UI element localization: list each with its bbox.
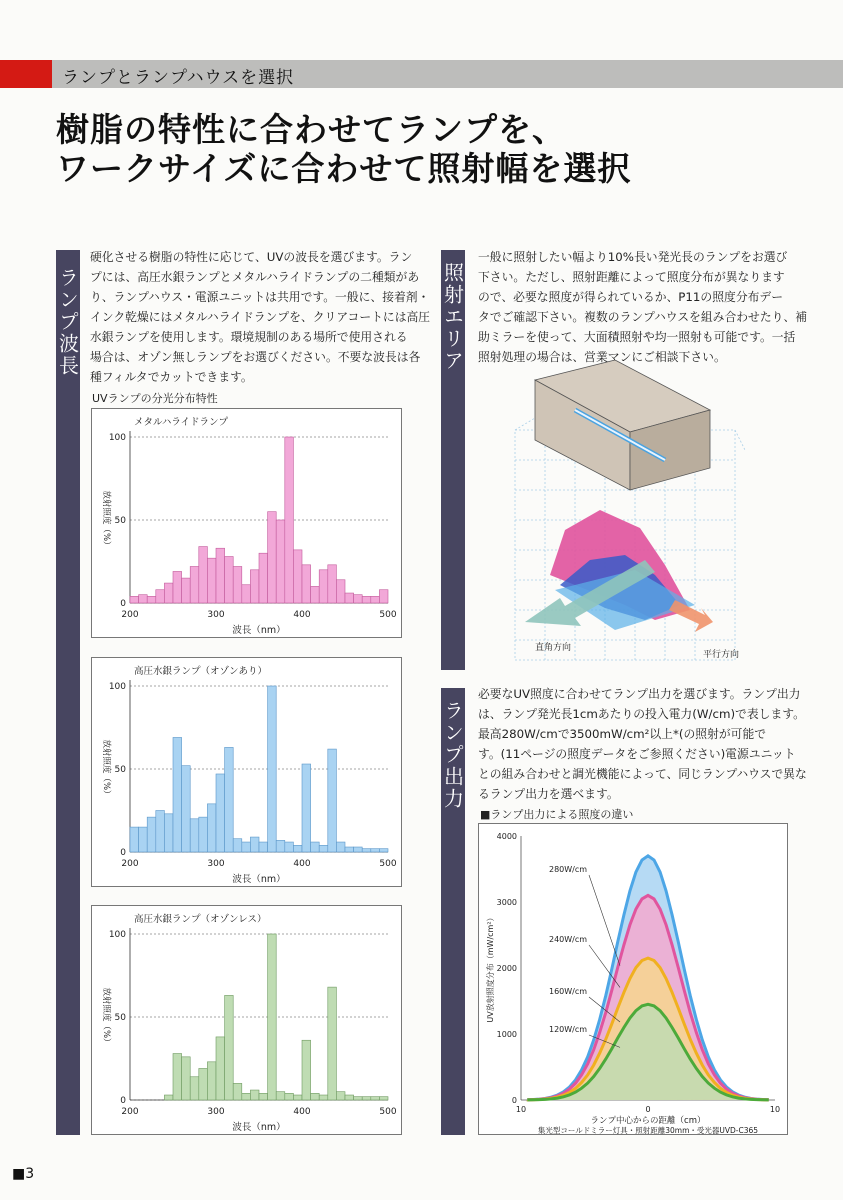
bar xyxy=(207,558,216,603)
bar xyxy=(379,590,388,603)
bar xyxy=(156,590,165,603)
bar xyxy=(242,842,251,852)
bar xyxy=(328,565,337,603)
chart-mercury-ozone-plot xyxy=(92,658,403,888)
irradiation-area-label: 照射エリア xyxy=(440,262,465,372)
bar xyxy=(345,1095,354,1100)
lamp-output-text xyxy=(478,684,818,804)
bar xyxy=(345,847,354,852)
bar xyxy=(285,1093,294,1100)
text-line: るランプ出力を選べます。 xyxy=(478,787,619,801)
bar xyxy=(311,842,320,852)
bar xyxy=(276,1092,285,1100)
parallel-direction-label: 平行方向 xyxy=(703,650,740,660)
y-tick-label: 50 xyxy=(114,516,126,526)
bar xyxy=(319,570,328,603)
bar xyxy=(173,737,182,852)
text-line: タでご確認下さい。複数のランプハウスを組み合わせたり、補 xyxy=(478,310,808,324)
section-header-label: ランプとランプハウスを選択 xyxy=(62,68,295,88)
text-line: インク乾燥にはメタルハライドランプを、クリアコートには高圧 xyxy=(90,310,431,324)
y-axis-label: 放射照度（%） xyxy=(101,490,111,550)
bar xyxy=(259,553,268,603)
y-tick-label: 0 xyxy=(511,1096,517,1105)
x-axis-label: 波長（nm） xyxy=(232,874,286,885)
x-tick-label: 300 xyxy=(207,859,225,869)
bar xyxy=(250,570,259,603)
bar xyxy=(276,520,285,603)
page-number: ■3 xyxy=(12,1166,35,1182)
y-tick-label: 0 xyxy=(120,1096,126,1106)
bar xyxy=(319,845,328,852)
bar xyxy=(328,987,337,1100)
x-tick-label: 0 xyxy=(645,1105,651,1114)
bar xyxy=(354,1097,363,1100)
text-line: 必要なUV照度に合わせてランプ出力を選びます。ランプ出力 xyxy=(478,687,801,701)
bar xyxy=(371,596,380,603)
y-tick-label: 50 xyxy=(114,1013,126,1023)
y-tick-label: 100 xyxy=(108,433,126,443)
bar xyxy=(302,764,311,852)
bar xyxy=(259,1093,268,1100)
series-label: 160W/cm xyxy=(549,987,588,996)
x-tick-label: 10 xyxy=(769,1105,781,1114)
bar xyxy=(216,1037,225,1100)
bar xyxy=(225,995,234,1100)
lamp-wavelength-text xyxy=(90,247,435,387)
bar xyxy=(302,1040,311,1100)
bar xyxy=(242,585,251,603)
y-tick-label: 0 xyxy=(120,599,126,609)
bar xyxy=(268,686,277,852)
x-tick-label: 400 xyxy=(293,1107,311,1117)
spectral-chart-heading: UVランプの分光分布特性 xyxy=(92,392,218,405)
bar xyxy=(311,1093,320,1100)
bar xyxy=(336,1092,345,1100)
bar xyxy=(336,842,345,852)
bar xyxy=(182,578,191,603)
bar xyxy=(190,566,199,603)
bar xyxy=(293,845,302,852)
bar xyxy=(354,847,363,852)
bar xyxy=(233,1083,242,1100)
x-tick-label: 300 xyxy=(207,610,225,620)
lamp-output-label: ランプ出力 xyxy=(440,700,465,810)
text-line: 照射処理の場合は、営業マンにご相談下さい。 xyxy=(478,350,726,364)
bar xyxy=(199,1068,208,1100)
y-tick-label: 100 xyxy=(108,930,126,940)
chart-lamp-output-plot xyxy=(479,824,789,1136)
bar xyxy=(242,1093,251,1100)
bar xyxy=(216,774,225,852)
text-line: との組み合わせと調光機能によって、同じランプハウスで異な xyxy=(478,767,807,781)
x-tick-label: 400 xyxy=(293,859,311,869)
chart-metal-halide-plot xyxy=(92,409,403,639)
text-line: 水銀ランプを使用します。環境規制のある場所で使用される xyxy=(90,330,408,344)
x-tick-label: 500 xyxy=(379,610,397,620)
bar xyxy=(164,1095,173,1100)
bar xyxy=(354,595,363,603)
bar xyxy=(293,1095,302,1100)
bar xyxy=(276,840,285,852)
x-tick-label: 300 xyxy=(207,1107,225,1117)
bar xyxy=(225,747,234,852)
bar xyxy=(233,839,242,852)
bar xyxy=(156,811,165,853)
bar xyxy=(311,586,320,603)
text-line: は、ランプ発光長1cmあたりの投入電力(W/cm)で表します。 xyxy=(478,707,805,721)
bar xyxy=(173,571,182,603)
lamp-wavelength-band xyxy=(56,250,80,1135)
text-line: 種フィルタでカットできます。 xyxy=(90,370,253,384)
x-tick-label: 200 xyxy=(121,610,139,620)
leader-line xyxy=(589,875,620,966)
bar xyxy=(336,580,345,603)
bar xyxy=(225,557,234,603)
bar xyxy=(199,547,208,603)
text-line: 下さい。ただし、照射距離によって照度分布が異なります xyxy=(478,270,785,284)
chart-title: メタルハライドランプ xyxy=(134,417,229,428)
y-tick-label: 0 xyxy=(120,848,126,858)
bar xyxy=(207,804,216,852)
bar xyxy=(207,1062,216,1100)
chart-mercury-ozoneless-plot xyxy=(92,906,403,1136)
irradiation-diagram-graphic xyxy=(505,360,755,670)
y-tick-label: 100 xyxy=(108,682,126,692)
bar xyxy=(250,837,259,852)
y-tick-label: 3000 xyxy=(496,898,517,907)
bar xyxy=(190,1077,199,1100)
y-axis-label: UV放射照度分布（mW/cm²） xyxy=(486,913,495,1023)
chart-mercury-ozone xyxy=(91,657,402,887)
bar xyxy=(362,849,371,852)
text-line: り、ランプハウス・電源ユニットは共用です。一般に、接着剤・ xyxy=(90,290,430,304)
series-label: 240W/cm xyxy=(549,935,588,944)
chart-metal-halide xyxy=(91,408,402,638)
headline-line-2: ワークサイズに合わせて照射幅を選択 xyxy=(56,149,632,188)
bar xyxy=(268,934,277,1100)
chart-title: 高圧水銀ランプ（オゾンレス） xyxy=(134,914,267,925)
text-line: プには、高圧水銀ランプとメタルハライドランプの二種類があ xyxy=(90,270,420,284)
output-chart-heading: ■ランプ出力による照度の違い xyxy=(480,808,634,821)
bar xyxy=(285,437,294,603)
x-tick-label: 200 xyxy=(121,859,139,869)
bar xyxy=(164,814,173,852)
x-axis-label: ランプ中心からの距離（cm） xyxy=(590,1116,706,1126)
bar xyxy=(371,1097,380,1100)
irradiation-area-text xyxy=(478,247,818,367)
bar xyxy=(362,596,371,603)
text-line: 硬化させる樹脂の特性に応じて、UVの波長を選びます。ラン xyxy=(90,250,413,264)
x-axis-label: 波長（nm） xyxy=(232,625,286,636)
chart-title: 高圧水銀ランプ（オゾンあり） xyxy=(134,666,268,677)
bar xyxy=(379,849,388,852)
bar xyxy=(293,550,302,603)
bar xyxy=(268,512,277,603)
bar xyxy=(371,849,380,852)
irradiation-diagram xyxy=(505,360,755,670)
bar xyxy=(182,766,191,852)
text-line: 最高280W/cmで3500mW/cm²以上*(の照射が可能で xyxy=(478,727,767,741)
perpendicular-direction-label: 直角方向 xyxy=(535,643,572,653)
x-axis-label: 波長（nm） xyxy=(232,1122,286,1133)
bar xyxy=(362,1097,371,1100)
bar xyxy=(259,842,268,852)
bar xyxy=(250,1090,259,1100)
bar xyxy=(199,817,208,852)
y-tick-label: 1000 xyxy=(496,1030,517,1039)
x-tick-label: 500 xyxy=(379,1107,397,1117)
bar xyxy=(147,817,156,852)
bar xyxy=(147,596,156,603)
bar xyxy=(328,749,337,852)
y-tick-label: 2000 xyxy=(496,964,517,973)
section-header-accent xyxy=(0,60,52,88)
x-tick-label: 400 xyxy=(293,610,311,620)
chart-mercury-ozoneless xyxy=(91,905,402,1135)
bar xyxy=(216,548,225,603)
bar xyxy=(182,1057,191,1100)
bar xyxy=(319,1095,328,1100)
y-tick-label: 4000 xyxy=(496,832,517,841)
bar xyxy=(233,566,242,603)
x-tick-label: 200 xyxy=(121,1107,139,1117)
bar xyxy=(190,819,199,852)
text-line: 一般に照射したい幅より10%長い発光長のランプをお選び xyxy=(478,250,788,264)
series-label: 280W/cm xyxy=(549,865,588,874)
bar xyxy=(139,595,148,603)
bar xyxy=(345,593,354,603)
bar xyxy=(379,1097,388,1100)
chart-note: 集光型コールドミラー灯具・照射距離30mm・受光器UVD-C365 xyxy=(537,1126,759,1135)
bar xyxy=(302,565,311,603)
lamp-wavelength-label: ランプ波長 xyxy=(55,267,80,377)
text-line: 場合は、オゾン無しランプをお選びください。不要な波長は各 xyxy=(90,350,421,364)
chart-lamp-output xyxy=(478,823,788,1135)
bar xyxy=(130,596,139,603)
text-line: ので、必要な照度が得られているか、P11の照度分布デー xyxy=(478,290,784,304)
series-label: 120W/cm xyxy=(549,1025,588,1034)
bar xyxy=(130,827,139,852)
x-tick-label: 500 xyxy=(379,859,397,869)
x-tick-label: 10 xyxy=(515,1105,527,1114)
bar xyxy=(164,583,173,603)
bar xyxy=(285,842,294,852)
text-line: す。(11ページの照度データをご参照ください)電源ユニット xyxy=(478,747,796,761)
y-axis-label: 放射照度（%） xyxy=(101,739,111,799)
text-line: 助ミラーを使って、大面積照射や均一照射も可能です。一括 xyxy=(478,330,796,344)
y-axis-label: 放射照度（%） xyxy=(101,987,111,1047)
y-tick-label: 50 xyxy=(114,765,126,775)
headline-line-1: 樹脂の特性に合わせてランプを、 xyxy=(56,110,566,149)
area-series xyxy=(527,1004,768,1100)
bar xyxy=(173,1054,182,1100)
bar xyxy=(139,827,148,852)
